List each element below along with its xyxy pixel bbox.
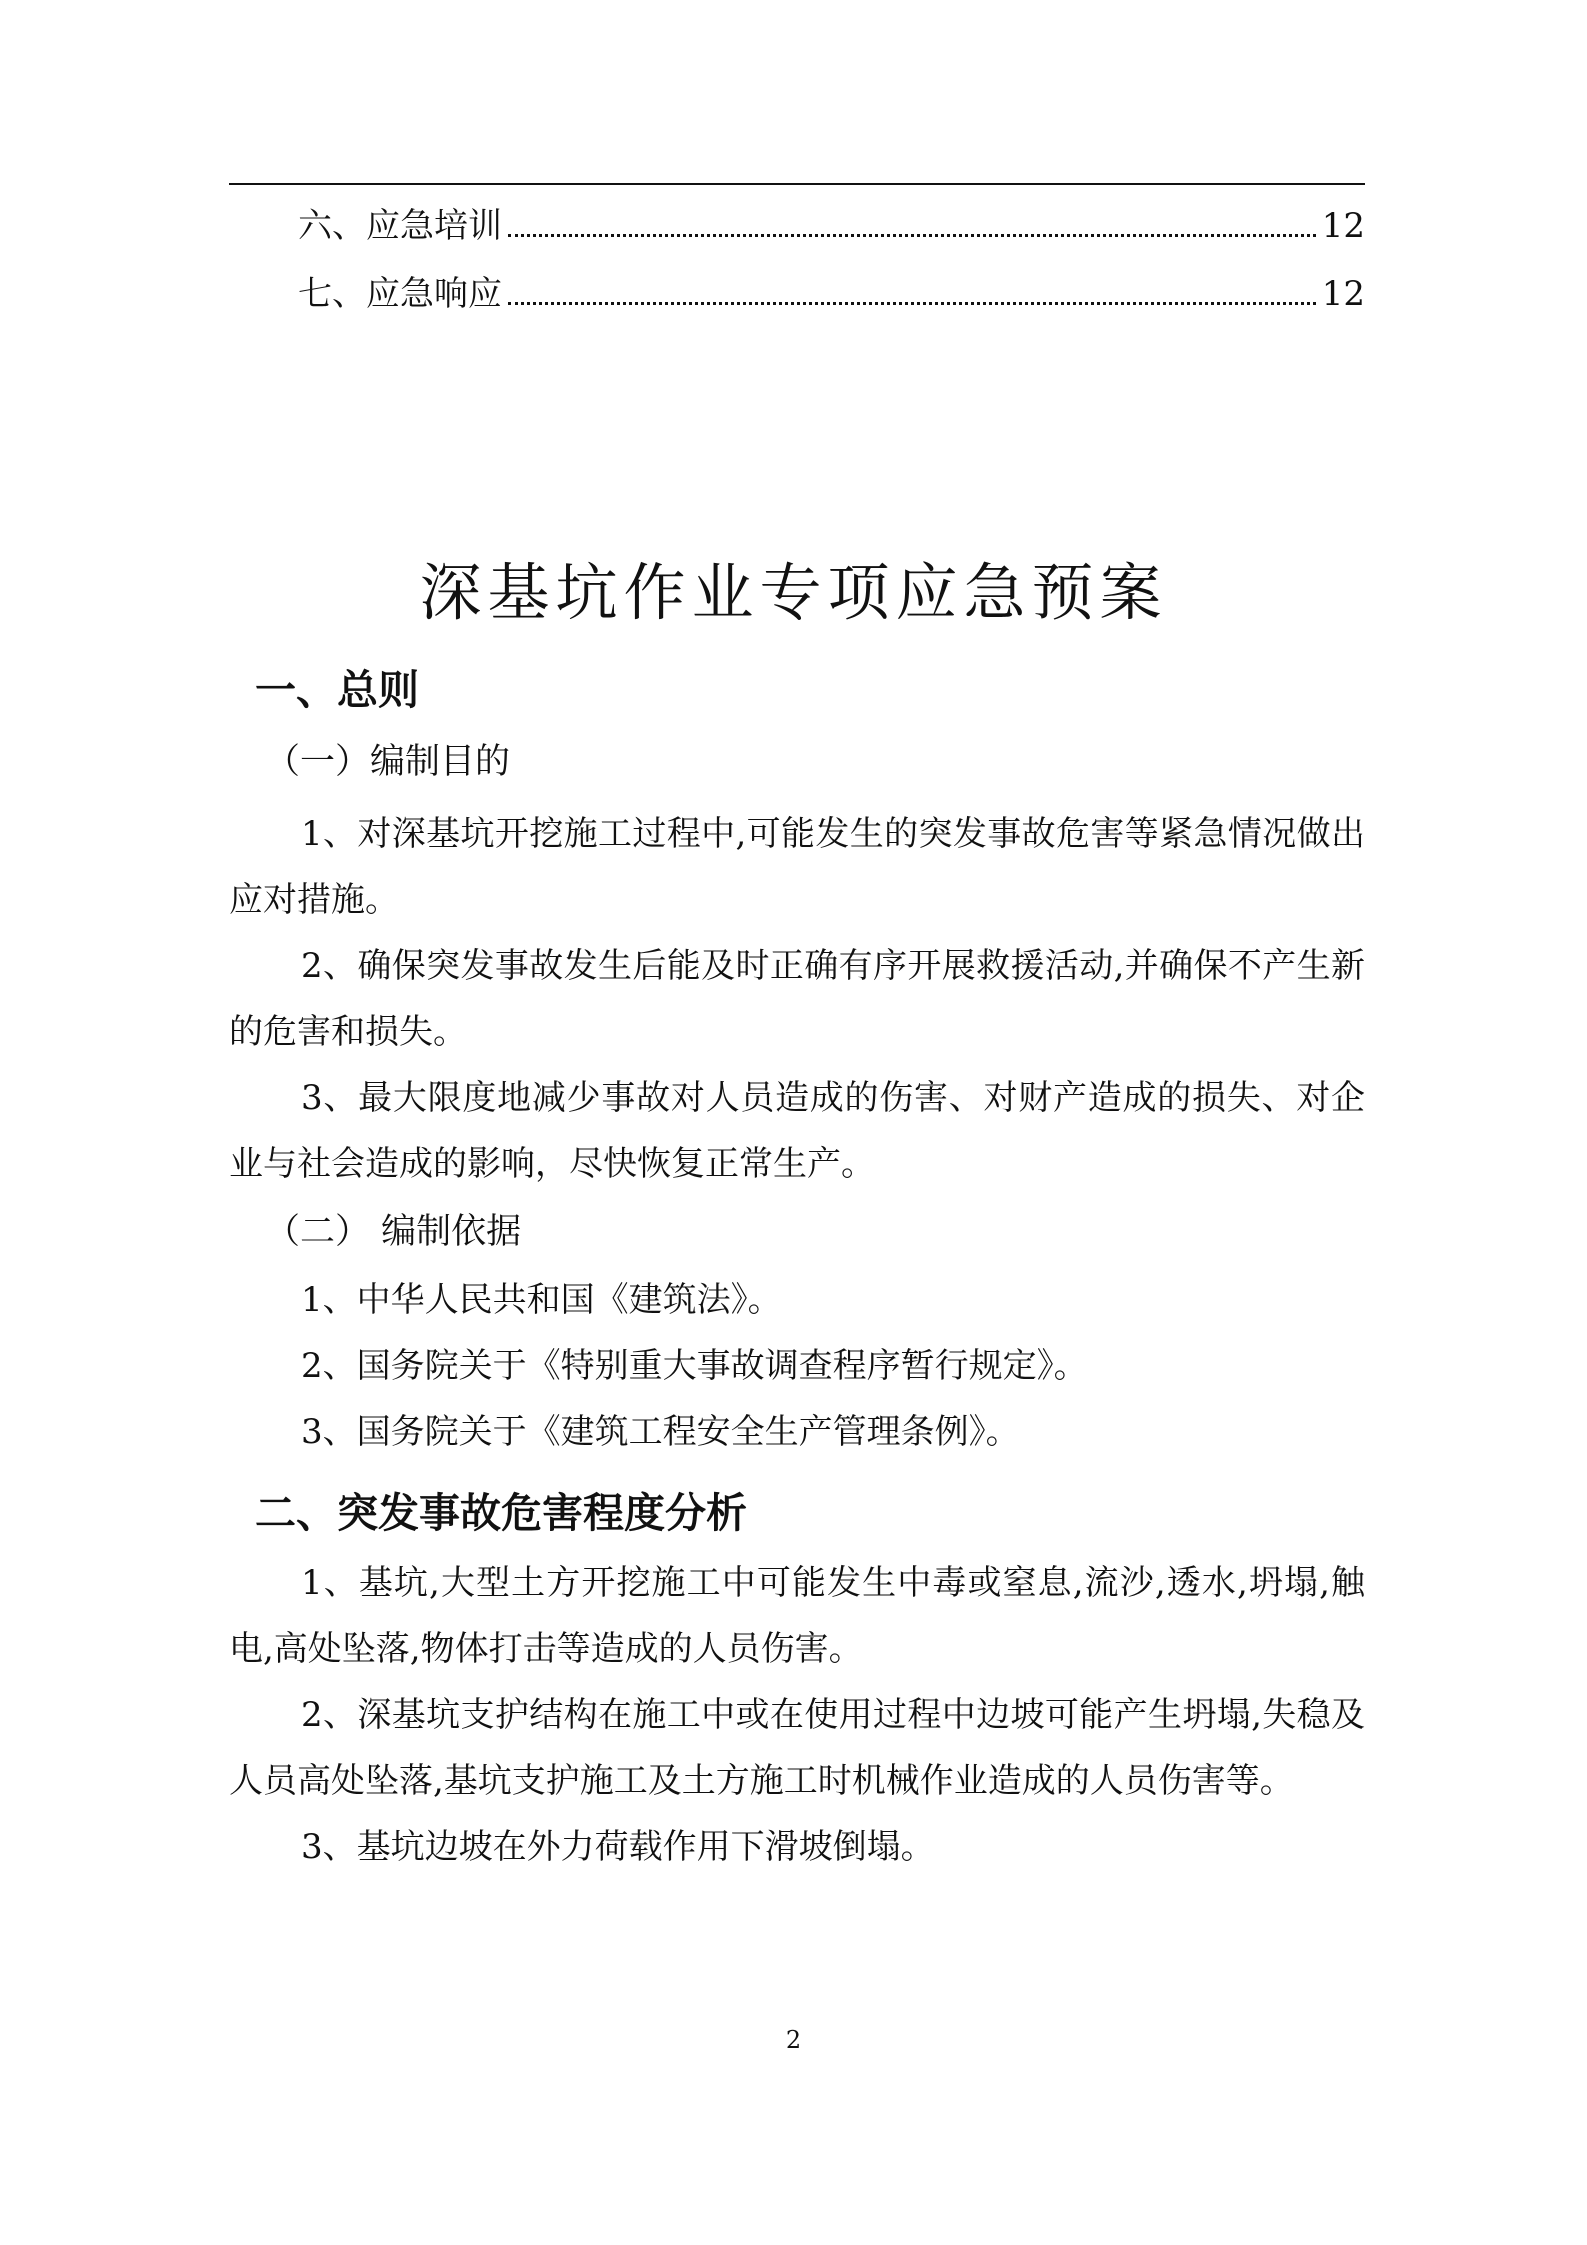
section-heading: 一、总则 — [255, 666, 419, 714]
paragraph: 1、对深基坑开挖施工过程中,可能发生的突发事故危害等紧急情况做出应对措施。 — [229, 814, 1365, 920]
toc-entry-page: 12 — [1321, 274, 1365, 314]
section-heading: 二、突发事故危害程度分析 — [255, 1489, 747, 1537]
subsection-heading: （二） 编制依据 — [265, 1212, 522, 1252]
subsection-heading: （一）编制目的 — [265, 742, 511, 782]
paragraph: 3、最大限度地减少事故对人员造成的伤害、对财产造成的损失、对企业与社会造成的影响，尽快恢复正常生产。 — [229, 1078, 1365, 1184]
paragraph: 2、深基坑支护结构在施工中或在使用过程中边坡可能产生坍塌,失稳及人员高处坠落,基坑支护施工及土方施工时机械作业造成的人员伤害等。 — [229, 1695, 1365, 1801]
paragraph: 2、确保突发事故发生后能及时正确有序开展救援活动,并确保不产生新的危害和损失。 — [229, 946, 1365, 1052]
toc-entry[interactable] — [298, 260, 1365, 328]
paragraph: 2、国务院关于《特别重大事故调查程序暂行规定》。 — [301, 1346, 1088, 1386]
paragraph: 1、中华人民共和国《建筑法》。 — [301, 1280, 782, 1320]
paragraph: 1、基坑,大型土方开挖施工中可能发生中毒或窒息,流沙,透水,坍塌,触电,高处坠落,物体打击等造成的人员伤害。 — [229, 1563, 1365, 1669]
paragraph: 3、国务院关于《建筑工程安全生产管理条例》。 — [301, 1412, 1020, 1452]
toc-leader-dots — [508, 302, 1316, 305]
page-number: 2 — [785, 2026, 802, 2054]
toc-entry-page: 12 — [1321, 206, 1365, 246]
section-general — [229, 655, 1365, 1465]
toc-entry-label: 六、应急培训 — [298, 206, 502, 246]
paragraph: 3、基坑边坡在外力荷载作用下滑坡倒塌。 — [301, 1827, 935, 1867]
toc-leader-dots — [508, 234, 1316, 237]
table-of-contents — [298, 192, 1365, 328]
section-hazard-analysis — [229, 1478, 1365, 1880]
header-rule — [229, 183, 1365, 185]
toc-entry[interactable] — [298, 192, 1365, 260]
document-title: 深基坑作业专项应急预案 — [419, 556, 1168, 629]
toc-entry-label: 七、应急响应 — [298, 274, 502, 314]
